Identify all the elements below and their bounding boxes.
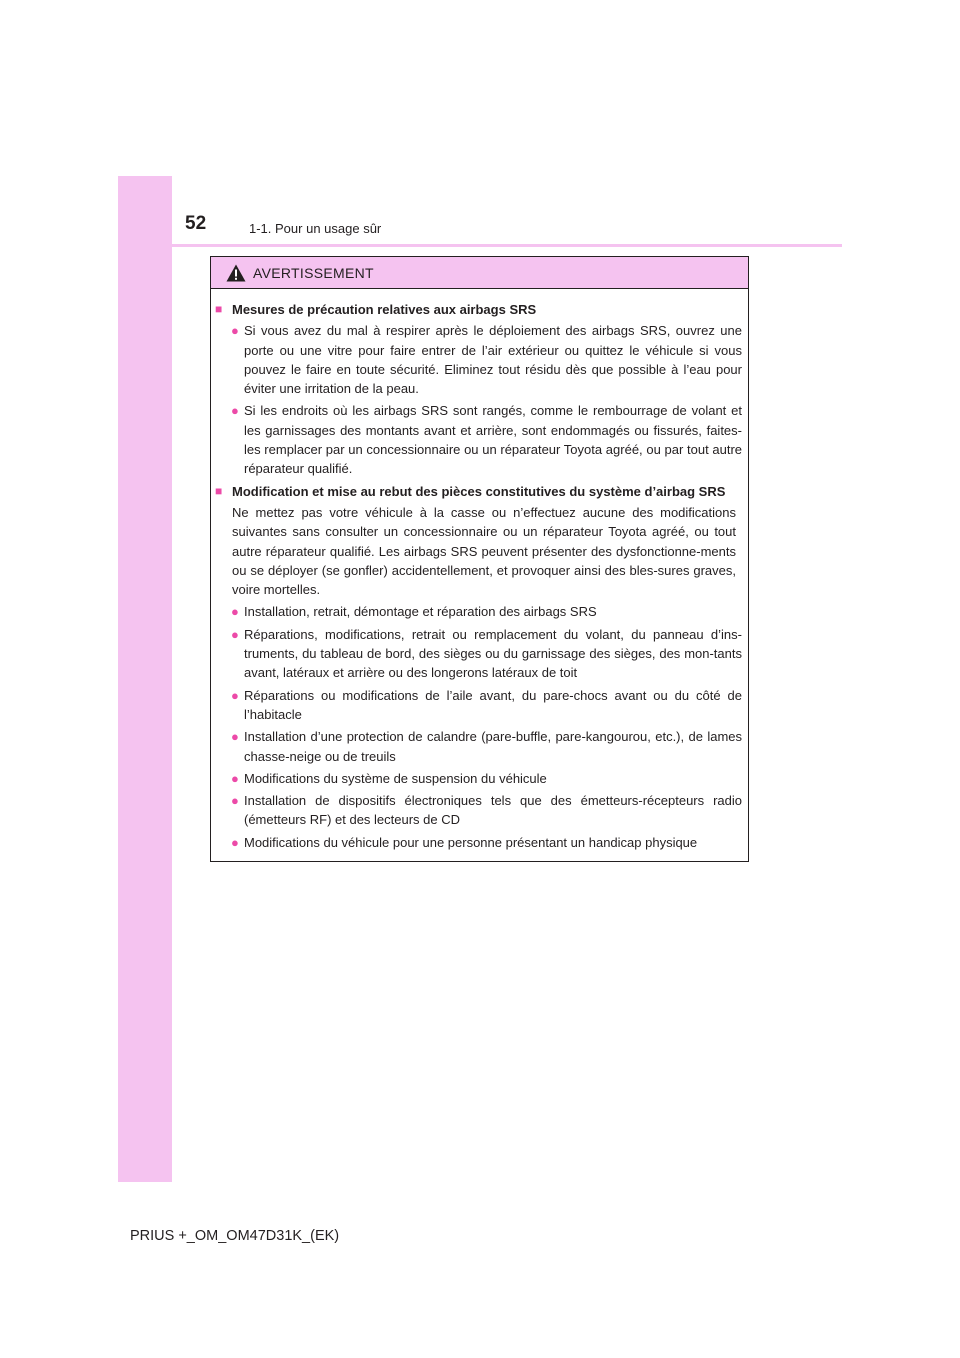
list-item: ● Réparations, modifications, retrait ou remplacement du volant, du panneau d’ins-truments, du tableau de bord, des sièges ou du garnissage des sièges, des mon-tants avant, latéraux et arrière ou des longerons latéraux de toit	[231, 625, 742, 683]
side-tab-band	[118, 176, 172, 1182]
warning-header	[211, 257, 748, 289]
round-bullet-icon: ●	[231, 793, 239, 809]
warning-triangle-icon	[226, 264, 246, 282]
list-item: ● Réparations ou modifications de l’aile avant, du pare-chocs avant ou du côté de l’habitacle	[231, 686, 742, 725]
list-item: ● Installation de dispositifs électroniques tels que des émetteurs-récepteurs radio (émetteurs RF) et des lecteurs de CD	[231, 791, 742, 830]
round-bullet-icon: ●	[231, 403, 239, 419]
list-item: ● Si vous avez du mal à respirer après le déploiement des airbags SRS, ouvrez une porte ou une vitre pour faire entrer de l’air extérieur ou quittez le véhicule si vous pouvez le faire en toute sécurité. Eliminez tout résidu dès que possible à l’eau pour éviter une irritation de la peau.	[231, 321, 742, 398]
list-item: ● Modifications du système de suspension du véhicule	[231, 769, 742, 788]
round-bullet-icon: ●	[231, 834, 239, 850]
round-bullet-icon: ●	[231, 770, 239, 786]
document-code: PRIUS +_OM_OM47D31K_(EK)	[130, 1228, 340, 1244]
list-item: ● Installation, retrait, démontage et réparation des airbags SRS	[231, 602, 742, 621]
list-item: ● Si les endroits où les airbags SRS sont rangés, comme le rembourrage de volant et les garnissages des montants avant et arrière, sont endommagés ou fissurés, faites-les remplacer par un concessionnaire ou un réparateur Toyota agréé, ou par tout autre réparateur qualifié.	[231, 401, 742, 478]
list-item: ● Installation d’une protection de calandre (pare-buffle, pare-kangourou, etc.), de lames chasse-neige ou de treuils	[231, 727, 742, 766]
section-heading: ■ Modification et mise au rebut des pièces constitutives du système d’airbag SRS	[215, 482, 742, 501]
round-bullet-icon: ●	[231, 323, 239, 339]
section-heading: ■ Mesures de précaution relatives aux airbags SRS	[215, 300, 742, 319]
section-title: 1-1. Pour un usage sûr	[249, 221, 382, 236]
header-rule	[118, 244, 842, 247]
warning-box	[210, 256, 749, 862]
round-bullet-icon: ●	[231, 604, 239, 620]
section-paragraph: Ne mettez pas votre véhicule à la casse ou n’effectuez aucune des modifications suivantes sans consulter un concessionnaire ou un réparateur Toyota agréé, ou tout autre réparateur qualifié. Les airbags SRS peuvent présenter des dysfonctionne-ments ou se déployer (se gonfler) accidentellement, et provoquer ainsi des bles-sures graves, voire mortelles.	[232, 504, 736, 598]
round-bullet-icon: ●	[231, 626, 239, 642]
warning-title: AVERTISSEMENT	[253, 265, 374, 281]
page-number: 52	[185, 213, 207, 234]
round-bullet-icon: ●	[231, 687, 239, 703]
square-bullet-icon: ■	[215, 302, 223, 316]
warning-body	[211, 289, 748, 852]
square-bullet-icon: ■	[215, 483, 223, 498]
list-item: ● Modifications du véhicule pour une personne présentant un handicap physique	[231, 833, 742, 852]
round-bullet-icon: ●	[231, 729, 239, 745]
